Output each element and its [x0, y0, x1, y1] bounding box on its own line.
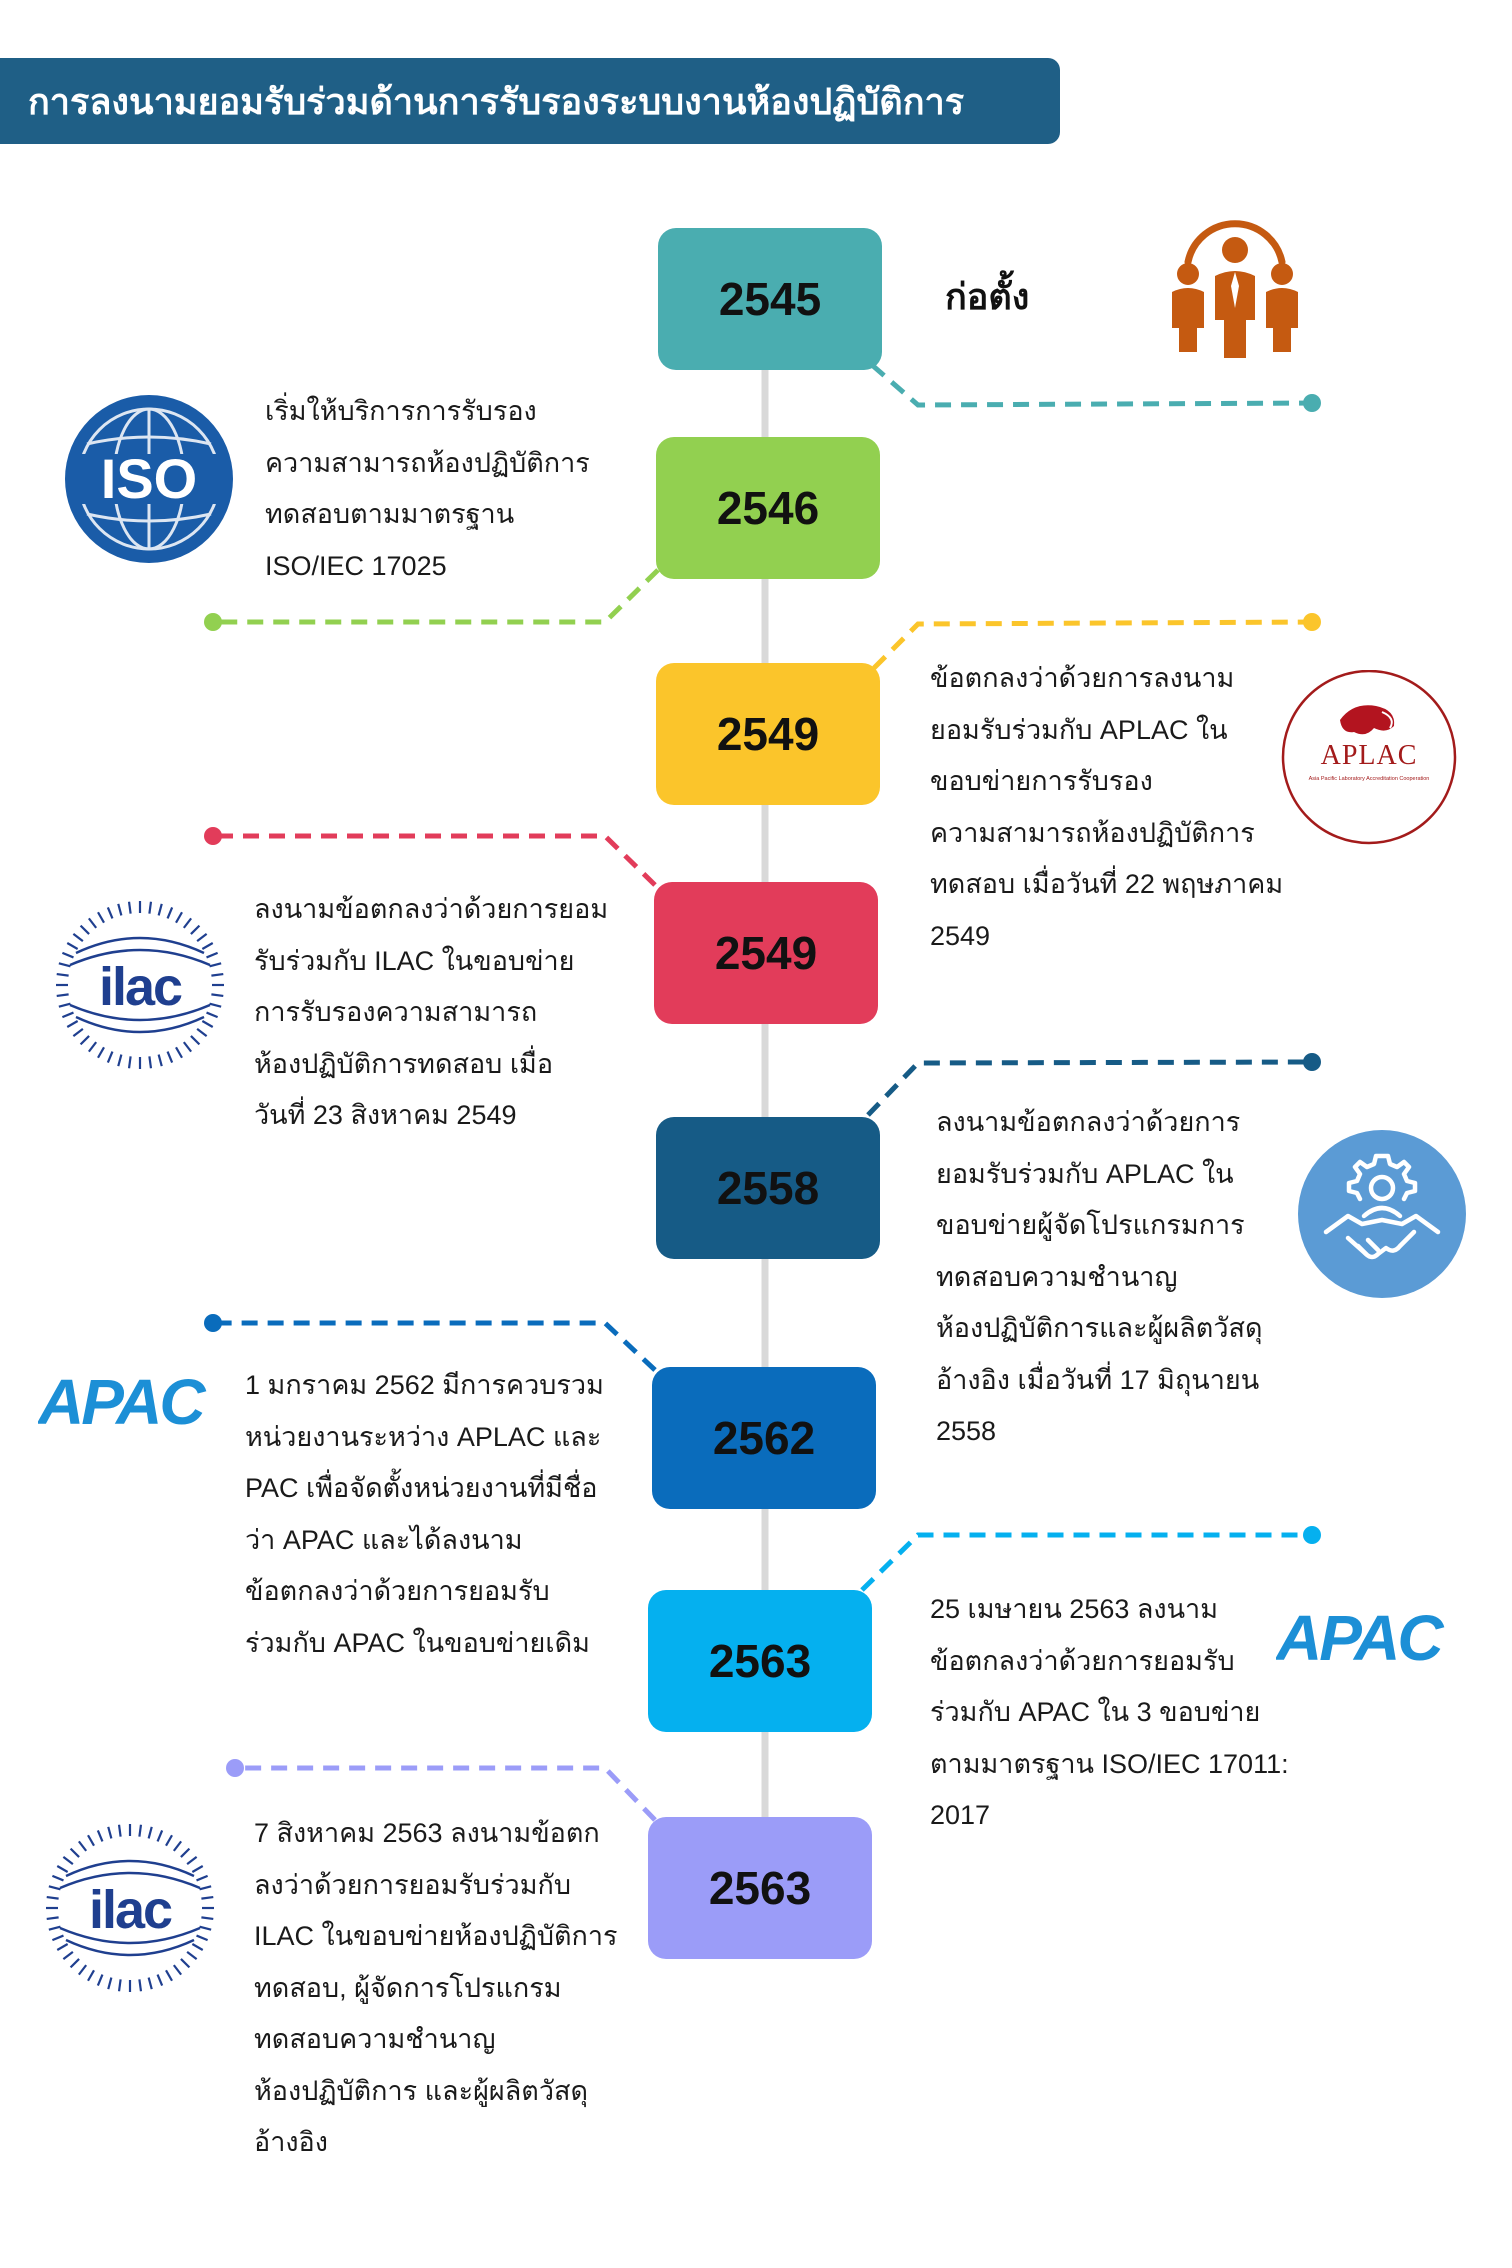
- event-description-2558: [936, 1097, 1263, 1458]
- ilac-tick: [210, 1004, 222, 1007]
- ilac-logo-text: ilac: [98, 957, 182, 1017]
- ilac-tick: [176, 912, 182, 922]
- connector-dot: [204, 613, 222, 631]
- ilac-tick: [62, 953, 73, 958]
- ilac-tick: [81, 1036, 89, 1044]
- ilac-tick: [129, 902, 131, 914]
- ilac-logo: [50, 895, 230, 1075]
- ilac-tick: [168, 1052, 173, 1063]
- desc-line: เริ่มให้บริการการรับรอง: [265, 396, 537, 426]
- ilac-tick: [149, 1827, 152, 1839]
- ilac-tick: [191, 926, 199, 934]
- desc-line: PAC เพื่อจัดตั้งหน่วยงานที่มีชื่อ: [245, 1473, 598, 1503]
- ilac-tick: [200, 1927, 212, 1930]
- ilac-tick: [187, 1857, 197, 1864]
- aplac-logo: [1278, 670, 1460, 845]
- ilac-tick: [108, 1827, 111, 1839]
- ilac-tick: [59, 1004, 71, 1007]
- ilac-tick: [181, 1959, 189, 1967]
- year-box-2563: 2563: [648, 1590, 872, 1732]
- ilac-tick: [108, 1978, 111, 1990]
- desc-line: ห้องปฏิบัติการและผู้ผลิตวัสดุ: [936, 1313, 1263, 1343]
- ilac-tick: [57, 1944, 67, 1950]
- ilac-tick: [63, 1952, 73, 1959]
- ilac-tick: [81, 926, 89, 934]
- apac-logo: [38, 1368, 234, 1434]
- event-description-2546: [265, 386, 590, 592]
- event-description-2549-aplac: [930, 653, 1283, 962]
- ilac-tick: [57, 994, 69, 996]
- desc-line: ทดสอบความชำนาญ: [254, 2024, 496, 2054]
- desc-line: ข้อตกลงว่าด้วยการยอมรับ: [930, 1645, 1235, 1676]
- founding-label: ก่อตั้ง: [945, 276, 1030, 317]
- aplac-logo-text: APLAC: [1320, 740, 1418, 771]
- ilac-tick: [62, 1013, 73, 1018]
- ilac-tick: [210, 963, 222, 966]
- ilac-tick: [201, 1917, 213, 1919]
- desc-line: ลงนามข้อตกลงว่าด้วยการ: [936, 1107, 1241, 1137]
- ilac-tick: [108, 907, 113, 918]
- desc-line: ILAC ในขอบข่ายห้องปฏิบัติการ: [254, 1921, 618, 1951]
- ilac-tick: [79, 1841, 86, 1851]
- desc-line: ลงนามข้อตกลงว่าด้วยการยอม: [254, 894, 609, 924]
- ilac-tick: [57, 1866, 67, 1872]
- ilac-tick: [52, 1936, 63, 1941]
- ilac-tick: [174, 1841, 181, 1851]
- connector-dot: [1303, 613, 1321, 631]
- event-description-2563-apac: [930, 1584, 1289, 1842]
- ilac-tick: [176, 1047, 182, 1057]
- ilac-tick: [98, 1975, 103, 1986]
- aplac-logo-subtext: Asia Pacific Laboratory Accreditation Cooperation: [1308, 776, 1430, 782]
- desc-line: ทดสอบความชำนาญ: [936, 1261, 1178, 1292]
- ilac-tick: [139, 1979, 141, 1991]
- ilac-tick: [98, 1830, 103, 1841]
- ilac-tick: [71, 1959, 79, 1967]
- ilac-tick: [59, 963, 71, 966]
- iso-logo: [62, 392, 236, 566]
- ilac-tick: [88, 1970, 94, 1980]
- ilac-tick: [187, 1952, 197, 1959]
- ilac-tick: [197, 1876, 208, 1881]
- ilac-tick: [47, 1897, 59, 1899]
- ilac-tick: [191, 1036, 199, 1044]
- year-box-2549: 2549: [654, 882, 878, 1024]
- desc-line: การรับรองความสามารถ: [254, 997, 538, 1027]
- desc-line: อ้างอิง: [254, 2127, 328, 2157]
- desc-line: 1 มกราคม 2562 มีการควบรวม: [245, 1370, 604, 1400]
- ilac-tick: [166, 1835, 172, 1845]
- iso-logo-text: ISO: [100, 447, 198, 510]
- ilac-tick: [71, 1849, 79, 1857]
- connector-dot: [1303, 1053, 1321, 1071]
- connector-dot: [204, 827, 222, 845]
- desc-line: อ้างอิง เมื่อวันที่ 17 มิถุนายน: [936, 1364, 1260, 1395]
- desc-line: 2549: [930, 920, 991, 951]
- ilac-tick: [119, 1979, 121, 1991]
- ilac-tick: [211, 994, 223, 996]
- connector-dot: [1303, 1526, 1321, 1544]
- ilac-tick: [211, 974, 223, 976]
- ilac-tick: [207, 953, 218, 958]
- connector-dot: [1303, 394, 1321, 412]
- desc-line: ทดสอบ, ผู้จัดการโปรแกรม: [254, 1972, 562, 2003]
- desc-line: ข้อตกลงว่าด้วยการลงนาม: [930, 663, 1235, 693]
- ilac-tick: [202, 943, 212, 949]
- ilac-tick: [73, 1029, 83, 1036]
- ilac-tick: [108, 1052, 113, 1063]
- ilac-tick: [197, 1029, 207, 1036]
- event-description-2549-ilac: [254, 884, 608, 1142]
- year-box-2549: 2549: [656, 663, 880, 805]
- ilac-tick: [149, 902, 151, 914]
- ilac-tick: [49, 1886, 61, 1889]
- event-description-2562: [245, 1360, 604, 1669]
- ilac-tick: [57, 974, 69, 976]
- ilac-tick: [67, 943, 77, 949]
- ilac-logo: [40, 1818, 220, 1998]
- ilac-tick: [207, 1013, 218, 1018]
- ilac-tick: [119, 1825, 121, 1837]
- ilac-tick: [88, 1835, 94, 1845]
- ilac-tick: [63, 1857, 73, 1864]
- desc-line: ข้อตกลงว่าด้วยการยอมรับ: [245, 1576, 550, 1606]
- desc-line: ทดสอบตามมาตรฐาน: [265, 499, 515, 529]
- ilac-tick: [98, 1047, 104, 1057]
- ilac-tick: [52, 1876, 63, 1881]
- desc-line: ISO/IEC 17025: [265, 550, 447, 581]
- apac-logo-text: APAC: [38, 1368, 203, 1434]
- year-box-2545: 2545: [658, 228, 882, 370]
- desc-line: ความสามารถห้องปฏิบัติการ: [265, 447, 590, 478]
- ilac-tick: [129, 1056, 131, 1068]
- desc-line: ความสามารถห้องปฏิบัติการ: [930, 817, 1255, 848]
- ilac-tick: [192, 1944, 202, 1950]
- ilac-tick: [67, 1021, 77, 1027]
- handshake-gear-icon: [1296, 1128, 1468, 1300]
- desc-line: ตามมาตรฐาน ISO/IEC 17011:: [930, 1748, 1289, 1779]
- ilac-tick: [158, 1830, 163, 1841]
- desc-line: ทดสอบ เมื่อวันที่ 22 พฤษภาคม: [930, 869, 1284, 899]
- desc-line: ลงว่าด้วยการยอมรับร่วมกับ: [254, 1869, 571, 1900]
- ilac-tick: [197, 934, 207, 941]
- ilac-tick: [202, 1021, 212, 1027]
- ilac-tick: [200, 1886, 212, 1889]
- desc-line: ขอบข่ายการรับรอง: [930, 766, 1153, 796]
- connector-dot: [226, 1759, 244, 1777]
- ilac-tick: [49, 1927, 61, 1930]
- ilac-tick: [98, 912, 104, 922]
- desc-line: ร่วมกับ APAC ในขอบข่ายเดิม: [245, 1627, 590, 1658]
- year-box-2546: 2546: [656, 437, 880, 579]
- ilac-tick: [184, 918, 191, 928]
- desc-line: 2558: [936, 1416, 997, 1446]
- ilac-tick: [192, 1866, 202, 1872]
- ilac-tick: [201, 1897, 213, 1899]
- desc-line: ยอมรับร่วมกับ APLAC ใน: [936, 1158, 1234, 1189]
- ilac-tick: [184, 1042, 191, 1052]
- desc-line: ว่า APAC และได้ลงนาม: [245, 1524, 523, 1555]
- apac-logo-text: APAC: [1276, 1604, 1441, 1670]
- people-icon: [1160, 210, 1310, 360]
- ilac-tick: [159, 1055, 162, 1067]
- desc-line: ห้องปฏิบัติการทดสอบ เมื่อ: [254, 1048, 554, 1079]
- ilac-tick: [118, 904, 121, 916]
- ilac-tick: [159, 904, 162, 916]
- ilac-tick: [118, 1055, 121, 1067]
- ilac-tick: [79, 1965, 86, 1975]
- ilac-logo-text: ilac: [88, 1880, 172, 1940]
- ilac-tick: [158, 1975, 163, 1986]
- ilac-tick: [168, 907, 173, 918]
- connector-dot: [204, 1314, 222, 1332]
- desc-line: 25 เมษายน 2563 ลงนาม: [930, 1594, 1219, 1624]
- desc-line: ห้องปฏิบัติการ และผู้ผลิตวัสดุ: [254, 2075, 588, 2106]
- page-title: การลงนามยอมรับร่วมด้านการรับรองระบบงานห้องปฏิบัติการ: [0, 58, 1060, 144]
- year-box-2562: 2562: [652, 1367, 876, 1509]
- ilac-tick: [197, 1936, 208, 1941]
- ilac-tick: [89, 918, 96, 928]
- desc-line: รับร่วมกับ ILAC ในขอบข่าย: [254, 945, 575, 976]
- ilac-tick: [47, 1917, 59, 1919]
- ilac-tick: [149, 1056, 151, 1068]
- ilac-tick: [89, 1042, 96, 1052]
- ilac-tick: [174, 1965, 181, 1975]
- desc-line: หน่วยงานระหว่าง APLAC และ: [245, 1421, 602, 1452]
- desc-line: ร่วมกับ APAC ใน 3 ขอบข่าย: [930, 1697, 1261, 1727]
- desc-line: 2017: [930, 1800, 991, 1830]
- ilac-tick: [149, 1978, 152, 1990]
- ilac-tick: [139, 1825, 141, 1837]
- apac-logo: [1276, 1604, 1472, 1670]
- desc-line: ยอมรับร่วมกับ APLAC ใน: [930, 714, 1228, 745]
- desc-line: วันที่ 23 สิงหาคม 2549: [254, 1100, 517, 1130]
- ilac-tick: [166, 1970, 172, 1980]
- connector-2549-b: [213, 836, 655, 885]
- year-box-2563: 2563: [648, 1817, 872, 1959]
- desc-line: 7 สิงหาคม 2563 ลงนามข้อตก: [254, 1818, 600, 1848]
- connector-2545: [872, 365, 1312, 405]
- connector-2563-a: [862, 1535, 1312, 1590]
- year-box-2558: 2558: [656, 1117, 880, 1259]
- ilac-tick: [181, 1849, 189, 1857]
- desc-line: ขอบข่ายผู้จัดโปรแกรมการ: [936, 1210, 1245, 1240]
- ilac-tick: [73, 934, 83, 941]
- event-description-2563-ilac: [254, 1808, 618, 2169]
